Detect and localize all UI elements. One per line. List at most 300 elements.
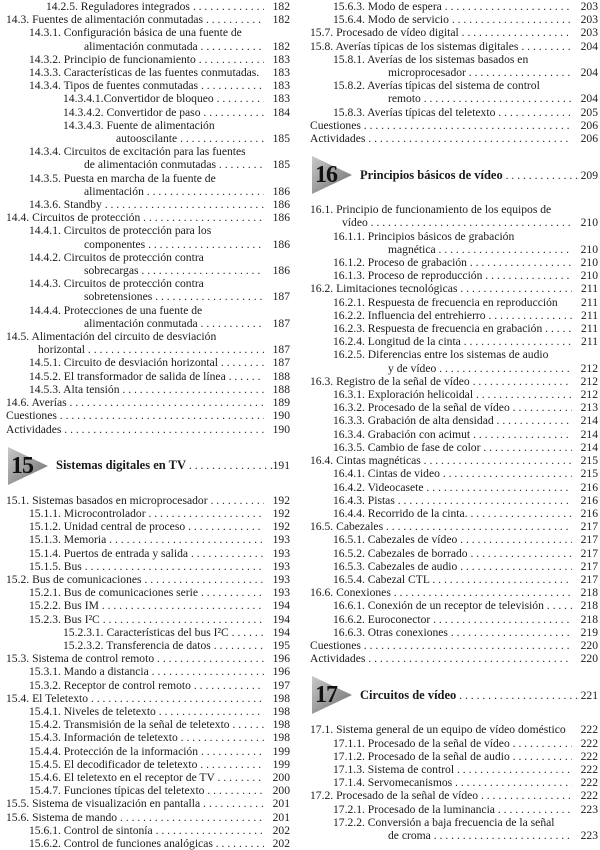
page-number: 187 — [272, 316, 290, 330]
page-number: 206 — [580, 132, 598, 146]
toc-entry[interactable] — [6, 211, 290, 224]
page-number: 199 — [272, 744, 290, 758]
page-number: 215 — [580, 454, 598, 468]
toc-entry-continuation: y de vídeo . . . — [388, 362, 572, 375]
page-number: 200 — [272, 770, 290, 784]
toc-entry-title: 15.8. Averías típicas de los sistemas digitales . . . — [310, 40, 572, 53]
toc-entry-title: 14.3.2. Principio de funcionamiento . . . — [29, 53, 264, 66]
toc-entry[interactable] — [6, 731, 290, 744]
toc-entry[interactable] — [310, 309, 598, 322]
toc-entry-title: 14.4.3. Circuitos de protección contra — [29, 277, 204, 291]
toc-entry-title: 17.2.1. Procesado de la luminancia . . . — [333, 803, 572, 816]
page-number: 194 — [272, 599, 290, 613]
toc-entry[interactable] — [6, 330, 290, 356]
toc-entry[interactable] — [6, 370, 290, 383]
toc-entry-title: 17.2.2. Conversión a baja frecuencia de la señal — [333, 815, 555, 829]
page-number: 217 — [580, 546, 598, 560]
toc-entry[interactable] — [6, 599, 290, 612]
page-number: 211 — [581, 335, 598, 349]
toc-entry[interactable] — [310, 803, 598, 816]
toc-entry-continuation: componentes . . . — [84, 238, 264, 251]
toc-entry-title: 16.5.2. Cabezales de borrado . . . — [333, 547, 572, 560]
toc-entry-title: 15.6.2. Control de funciones analógicas . . . — [29, 837, 264, 850]
toc-entry-title: 15.4.2. Transmisión de la señal de teletexto . . . — [29, 718, 264, 731]
toc-entry-title: 14.5.1. Circuito de desviación horizontal . . . — [29, 356, 264, 369]
toc-entry[interactable] — [310, 335, 598, 348]
toc-entry-title: 16.2.5. Diferencias entre los sistemas de audio — [333, 348, 549, 362]
toc-entry[interactable] — [310, 533, 598, 546]
toc-entry-title: 17.1.2. Procesado de la señal de audio . . . — [333, 750, 572, 763]
toc-entry[interactable] — [310, 13, 598, 26]
page-number: 215 — [580, 467, 598, 481]
page-number: 183 — [272, 92, 290, 106]
toc-entry[interactable] — [6, 547, 290, 560]
toc-entry[interactable] — [6, 119, 290, 145]
toc-entry-continuation: alimentación conmutada . . . — [84, 317, 264, 330]
toc-block — [310, 723, 598, 842]
toc-entry[interactable] — [6, 533, 290, 546]
toc-entry-title: 14.5.3. Alta tensión . . . — [29, 383, 264, 396]
toc-entry-title: 16.6. Conexiones . . . — [310, 586, 572, 599]
toc-entry[interactable] — [6, 494, 290, 507]
toc-entry[interactable] — [6, 573, 290, 586]
toc-entry-title: 17.1. Sistema general de un equipo de vídeo doméstico — [310, 723, 566, 737]
toc-entry[interactable] — [6, 277, 290, 303]
toc-entry[interactable] — [6, 224, 290, 250]
toc-entry[interactable] — [310, 132, 598, 145]
toc-entry-title: 14.3.4.3. Fuente de alimentación — [63, 118, 215, 132]
toc-entry[interactable] — [6, 53, 290, 66]
toc-entry-title: 14.6. Averías . . . — [6, 396, 264, 409]
page-number: 199 — [272, 757, 290, 771]
toc-entry[interactable] — [6, 520, 290, 533]
toc-entry-title: 15.6.4. Modo de servicio . . . — [333, 13, 572, 26]
page-number: 213 — [580, 401, 598, 415]
toc-entry[interactable] — [310, 454, 598, 467]
page-number: 216 — [580, 480, 598, 494]
toc-entry-title: 16.6.1. Conexión de un receptor de televisión . . . — [333, 599, 572, 612]
toc-entry-title: 15.6.3. Modo de espera . . . — [333, 0, 572, 13]
toc-entry[interactable] — [310, 481, 598, 494]
toc-entry[interactable] — [6, 423, 290, 436]
toc-entry[interactable] — [310, 639, 598, 652]
page-number: 190 — [272, 409, 290, 423]
page-number: 196 — [272, 665, 290, 679]
page-number: 183 — [272, 79, 290, 93]
toc-entry-title: 15.4.6. El teletexto en el receptor de TV . . . — [29, 771, 264, 784]
page-number: 210 — [580, 256, 598, 270]
toc-entry[interactable] — [6, 507, 290, 520]
toc-entry[interactable] — [6, 304, 290, 330]
toc-entry-title: 16.5.1. Cabezales de vídeo . . . — [333, 533, 572, 546]
toc-entry[interactable] — [310, 586, 598, 599]
page-number: 193 — [272, 533, 290, 547]
toc-entry[interactable] — [6, 560, 290, 573]
toc-entry-title: 15.4. El Teletexto . . . — [6, 692, 264, 705]
toc-entry-title: 16.4.3. Pistas . . . — [333, 494, 572, 507]
toc-entry-continuation: alimentación conmutada . . . — [84, 40, 264, 53]
toc-entry[interactable] — [6, 665, 290, 678]
page-number: 193 — [272, 586, 290, 600]
toc-entry[interactable] — [6, 639, 290, 652]
toc-entry-title: 15.7. Procesado de vídeo digital . . . — [310, 26, 572, 39]
toc-entry-title: 16.5.4. Cabezal CTL . . . — [333, 573, 572, 586]
toc-entry-title: 14.3.4. Tipos de fuentes conmutadas . . . — [29, 79, 264, 92]
page-number: 216 — [580, 493, 598, 507]
toc-entry-title: 15.6.1. Control de sintonía . . . — [29, 824, 264, 837]
page-number: 223 — [580, 802, 598, 816]
toc-entry-title: 16.6.2. Euroconector . . . — [333, 613, 572, 626]
page-number: 188 — [272, 369, 290, 383]
page-number: 218 — [580, 586, 598, 600]
toc-entry-title: 14.2.5. Reguladores integrados . . . — [46, 0, 264, 13]
chapter-badge-icon — [6, 446, 50, 486]
chapter-heading-15[interactable] — [6, 446, 290, 486]
page-number: 193 — [272, 572, 290, 586]
toc-entry[interactable] — [6, 251, 290, 277]
toc-entry[interactable] — [310, 652, 598, 665]
toc-entry-title: Actividades . . . — [6, 423, 264, 436]
toc-entry-title: 15.2.3. Bus I²C . . . — [29, 613, 264, 626]
page-number: 193 — [272, 546, 290, 560]
page-number: 217 — [580, 559, 598, 573]
toc-entry-title: 15.8.2. Averías típicas del sistema de control — [333, 79, 540, 93]
toc-entry-title: 15.1.3. Memoria . . . — [29, 533, 264, 546]
toc-entry-title: 16.2.2. Influencia del entrehierro . . . — [333, 309, 572, 322]
toc-entry-title: 14.3.4.2. Convertidor de paso . . . — [63, 106, 264, 119]
page-number: 186 — [272, 184, 290, 198]
toc-entry-title: 15.2.3.2. Transferencia de datos . . . — [63, 639, 264, 652]
toc-entry-title: 15.4.3. Información de teletexto . . . — [29, 731, 264, 744]
toc-entry[interactable] — [310, 119, 598, 132]
page-number: 197 — [272, 678, 290, 692]
toc-entry-title: 16.3. Registro de la señal de vídeo . . . — [310, 375, 572, 388]
toc-entry-title: 15.1.5. Bus . . . — [29, 560, 264, 573]
toc-entry-title: 16.3.2. Procesado de la señal de vídeo . . . — [333, 401, 572, 414]
page-number: 216 — [580, 506, 598, 520]
toc-entry[interactable] — [6, 396, 290, 409]
toc-entry[interactable] — [6, 718, 290, 731]
toc-entry[interactable] — [310, 269, 598, 282]
page-number: 218 — [580, 612, 598, 626]
page-number: 194 — [272, 612, 290, 626]
toc-entry-title: 14.5. Alimentación del circuito de desviación — [6, 330, 217, 344]
page-number: 212 — [580, 374, 598, 388]
page-number: 211 — [581, 282, 598, 296]
toc-entry[interactable] — [310, 626, 598, 639]
toc-entry[interactable] — [6, 837, 290, 850]
toc-entry[interactable] — [310, 789, 598, 802]
toc-entry[interactable] — [310, 441, 598, 454]
toc-entry[interactable] — [6, 92, 290, 105]
page-number: 182 — [272, 13, 290, 27]
toc-entry-title: 17.1.4. Servomecanismos . . . — [333, 776, 572, 789]
toc-entry-title: 15.1. Sistemas basados en microprocesador . . . — [6, 494, 264, 507]
toc-entry[interactable] — [310, 282, 598, 295]
toc-entry[interactable] — [310, 388, 598, 401]
toc-entry-title: 16.1. Principio de funcionamiento de los equipos de — [310, 203, 552, 217]
toc-entry[interactable] — [310, 816, 598, 842]
toc-entry-continuation: magnética . . . — [388, 243, 572, 256]
toc-entry[interactable] — [6, 824, 290, 837]
toc-entry[interactable] — [310, 776, 598, 789]
toc-entry-title: 16.6.3. Otras conexiones . . . — [333, 626, 572, 639]
toc-entry-title: 16.4.1. Cintas de video . . . — [333, 467, 572, 480]
toc-entry[interactable] — [6, 745, 290, 758]
toc-entry[interactable] — [310, 723, 598, 736]
page-number: 211 — [581, 308, 598, 322]
toc-entry-continuation: sobrecargas . . . — [84, 264, 264, 277]
page-number: 190 — [272, 422, 290, 436]
toc-entry[interactable] — [6, 409, 290, 422]
toc-entry-title: 17.1.1. Procesado de la señal de vídeo . . . — [333, 737, 572, 750]
page-number: 220 — [580, 638, 598, 652]
page-number: 210 — [580, 242, 598, 256]
page-number: 210 — [580, 216, 598, 230]
toc-entry-continuation: alimentación . . . — [84, 185, 264, 198]
toc-entry[interactable] — [6, 586, 290, 599]
page-number: 185 — [272, 132, 290, 146]
toc-entry-title: 15.5. Sistema de visualización en pantalla . . . — [6, 797, 264, 810]
toc-entry[interactable] — [6, 26, 290, 52]
page-number: 185 — [272, 158, 290, 172]
toc-entry-title: Cuestiones . . . — [6, 409, 264, 422]
toc-entry[interactable] — [310, 40, 598, 53]
toc-entry[interactable] — [6, 758, 290, 771]
toc-entry[interactable] — [310, 203, 598, 229]
toc-entry[interactable] — [310, 322, 598, 335]
page-number: 204 — [580, 39, 598, 53]
toc-entry-continuation: remoto . . . — [388, 92, 572, 105]
page-number: 186 — [272, 264, 290, 278]
toc-entry-title: 16.2. Limitaciones tecnológicas . . . — [310, 282, 572, 295]
page-number: 204 — [580, 92, 598, 106]
page-number: 201 — [272, 810, 290, 824]
page-number: 219 — [580, 625, 598, 639]
toc-entry-title: 14.4.4. Protecciones de una fuente de — [29, 303, 203, 317]
toc-entry[interactable] — [6, 106, 290, 119]
page-number: 195 — [272, 638, 290, 652]
page-number: 222 — [580, 723, 598, 737]
toc-entry[interactable] — [310, 401, 598, 414]
toc-entry[interactable] — [310, 375, 598, 388]
toc-entry[interactable] — [310, 296, 598, 309]
toc-entry[interactable] — [6, 705, 290, 718]
toc-entry-continuation: autooscilante . . . — [116, 132, 264, 145]
toc-entry-title: 17.2. Procesado de la señal de vídeo . . . — [310, 789, 572, 802]
toc-entry[interactable] — [310, 573, 598, 586]
toc-entry[interactable] — [310, 560, 598, 573]
toc-entry[interactable] — [310, 348, 598, 374]
page-number: 183 — [272, 66, 290, 80]
page-number: 188 — [272, 382, 290, 396]
page-number: 214 — [580, 427, 598, 441]
toc-entry-title: 15.2. Bus de comunicaciones . . . — [6, 573, 264, 586]
toc-entry[interactable] — [310, 428, 598, 441]
toc-entry-continuation: de croma . . . — [388, 829, 572, 842]
page-number: 222 — [580, 776, 598, 790]
toc-entry-continuation: vídeo . . . — [342, 216, 572, 229]
toc-entry[interactable] — [310, 520, 598, 533]
toc-entry[interactable] — [310, 26, 598, 39]
toc-entry[interactable] — [310, 414, 598, 427]
toc-entry-title: 15.3. Sistema de control remoto . . . — [6, 652, 264, 665]
toc-entry-title: 15.3.1. Mando a distancia . . . — [29, 665, 264, 678]
toc-entry-title: 15.1.1. Microcontrolador . . . — [29, 507, 264, 520]
toc-entry[interactable] — [310, 763, 598, 776]
toc-entry[interactable] — [6, 0, 290, 13]
page-number: 194 — [272, 625, 290, 639]
toc-entry[interactable] — [6, 383, 290, 396]
toc-entry-title: 14.3.4. Circuitos de excitación para las fuentes — [29, 145, 246, 159]
page-number: 192 — [272, 520, 290, 534]
page-number: 200 — [272, 784, 290, 798]
toc-entry-title: 14.4. Circuitos de protección . . . — [6, 211, 264, 224]
toc-entry-continuation: horizontal . . . — [38, 343, 264, 356]
toc-entry-title: 15.1.4. Puertos de entrada y salida . . . — [29, 547, 264, 560]
toc-block — [6, 0, 290, 436]
page-number: 203 — [580, 0, 598, 13]
toc-entry-title: 16.3.5. Cambio de fase de color . . . — [333, 441, 572, 454]
page-number: 212 — [580, 361, 598, 375]
toc-entry-title: 16.5. Cabezales . . . — [310, 520, 572, 533]
toc-right-column — [310, 0, 598, 842]
toc-entry-title: 16.4. Cintas magnéticas . . . — [310, 454, 572, 467]
chapter-title: Principios básicos de vídeo . . . — [354, 168, 581, 183]
toc-entry-title: 15.1.2. Unidad central de proceso . . . — [29, 520, 264, 533]
toc-entry[interactable] — [310, 0, 598, 13]
page-number: 198 — [272, 691, 290, 705]
page-number: 183 — [272, 52, 290, 66]
toc-entry[interactable] — [6, 356, 290, 369]
toc-entry[interactable] — [310, 53, 598, 79]
page-number: 220 — [580, 652, 598, 666]
toc-entry-title: 14.4.1. Circuitos de protección para los — [29, 224, 212, 238]
page-number: 203 — [580, 13, 598, 27]
toc-block — [310, 203, 598, 665]
toc-entry[interactable] — [6, 811, 290, 824]
toc-entry[interactable] — [6, 652, 290, 665]
toc-entry-title: Actividades . . . — [310, 132, 572, 145]
toc-entry[interactable] — [6, 784, 290, 797]
toc-entry[interactable] — [6, 145, 290, 171]
toc-entry-title: 14.3. Fuentes de alimentación conmutadas . . . — [6, 13, 264, 26]
toc-entry[interactable] — [6, 613, 290, 626]
toc-entry-title: 16.3.1. Exploración helicoidal . . . — [333, 388, 572, 401]
toc-entry[interactable] — [310, 79, 598, 105]
toc-entry[interactable] — [310, 256, 598, 269]
toc-entry-title: 15.8.3. Averías típicas del teletexto . . . — [333, 106, 572, 119]
page-number: 202 — [272, 836, 290, 850]
toc-entry[interactable] — [6, 771, 290, 784]
page-number: 192 — [272, 506, 290, 520]
toc-entry-title: Actividades . . . — [310, 652, 572, 665]
toc-entry[interactable] — [6, 66, 290, 79]
page-number: 206 — [580, 118, 598, 132]
toc-entry-title: 16.5.3. Cabezales de audio . . . — [333, 560, 572, 573]
chapter-heading-17[interactable] — [310, 675, 598, 715]
chapter-number: 15 — [11, 452, 33, 479]
toc-entry[interactable] — [310, 613, 598, 626]
toc-entry[interactable] — [6, 172, 290, 198]
page-number: 205 — [580, 105, 598, 119]
page-number: 214 — [580, 414, 598, 428]
page-number: 217 — [580, 520, 598, 534]
toc-entry[interactable] — [6, 797, 290, 810]
toc-entry-title: 15.2.3.1. Características del bus I²C . . . — [63, 626, 264, 639]
toc-entry-title: 14.4.2. Circuitos de protección contra — [29, 250, 204, 264]
chapter-heading-16[interactable] — [310, 155, 598, 195]
page-number: 217 — [580, 533, 598, 547]
toc-entry[interactable] — [310, 507, 598, 520]
toc-entry-title: 15.4.1. Niveles de teletexto . . . — [29, 705, 264, 718]
chapter-number: 16 — [315, 162, 337, 189]
toc-entry-title: Cuestiones . . . — [310, 119, 572, 132]
page-number: 203 — [580, 26, 598, 40]
page-number: 210 — [580, 269, 598, 283]
toc-entry[interactable] — [310, 467, 598, 480]
toc-entry[interactable] — [6, 198, 290, 211]
toc-entry[interactable] — [310, 106, 598, 119]
page-number: 192 — [272, 493, 290, 507]
toc-entry-title: 14.3.3. Características de las fuentes conmutadas. — [29, 66, 260, 80]
toc-entry-title: 15.6. Sistema de mando . . . — [6, 811, 264, 824]
page-number: 189 — [272, 396, 290, 410]
page-number: 222 — [580, 762, 598, 776]
toc-entry-title: 15.4.7. Funciones típicas del teletexto . . . — [29, 784, 264, 797]
toc-entry[interactable] — [6, 79, 290, 92]
toc-entry-continuation: sobretensiones . . . — [84, 290, 264, 303]
page-number: 201 — [272, 797, 290, 811]
toc-entry[interactable] — [6, 626, 290, 639]
toc-entry-title: 14.3.6. Standby . . . — [29, 198, 264, 211]
toc-block — [310, 0, 598, 145]
chapter-title: Circuitos de vídeo . . . — [354, 688, 581, 703]
toc-entry-continuation: microprocesador . . . — [388, 66, 572, 79]
toc-entry[interactable] — [310, 230, 598, 256]
toc-entry[interactable] — [310, 750, 598, 763]
page-number: 186 — [272, 198, 290, 212]
toc-entry[interactable] — [310, 599, 598, 612]
page-number: 182 — [272, 39, 290, 53]
toc-entry[interactable] — [6, 692, 290, 705]
toc-entry[interactable] — [6, 13, 290, 26]
page-number: 211 — [581, 295, 598, 309]
page-number: 202 — [272, 823, 290, 837]
page-number: 211 — [581, 322, 598, 336]
toc-entry-title: 16.3.4. Grabación con acimut . . . — [333, 428, 572, 441]
toc-entry-title: 15.4.5. El decodificador de teletexto . . . — [29, 758, 264, 771]
toc-entry-title: 16.1.1. Principios básicos de grabación — [333, 229, 515, 243]
toc-entry-title: 15.2.1. Bus de comunicaciones serie . . . — [29, 586, 264, 599]
page-number: 187 — [272, 356, 290, 370]
page-number: 187 — [272, 290, 290, 304]
toc-entry[interactable] — [6, 679, 290, 692]
toc-entry[interactable] — [310, 494, 598, 507]
page-number: 198 — [272, 731, 290, 745]
toc-entry-title: 14.3.1. Configuración básica de una fuente de — [29, 26, 242, 40]
page-number: 209 — [580, 168, 598, 182]
toc-entry-title: 16.1.3. Proceso de reproducción . . . — [333, 269, 572, 282]
toc-entry-title: 17.1.3. Sistema de control . . . — [333, 763, 572, 776]
page-number: 223 — [580, 828, 598, 842]
page-number: 222 — [580, 736, 598, 750]
toc-entry-title: 14.3.4.1.Convertidor de bloqueo . . . — [63, 92, 264, 105]
page-number: 193 — [272, 559, 290, 573]
toc-entry[interactable] — [310, 737, 598, 750]
toc-entry[interactable] — [310, 547, 598, 560]
page-number: 191 — [272, 459, 290, 473]
